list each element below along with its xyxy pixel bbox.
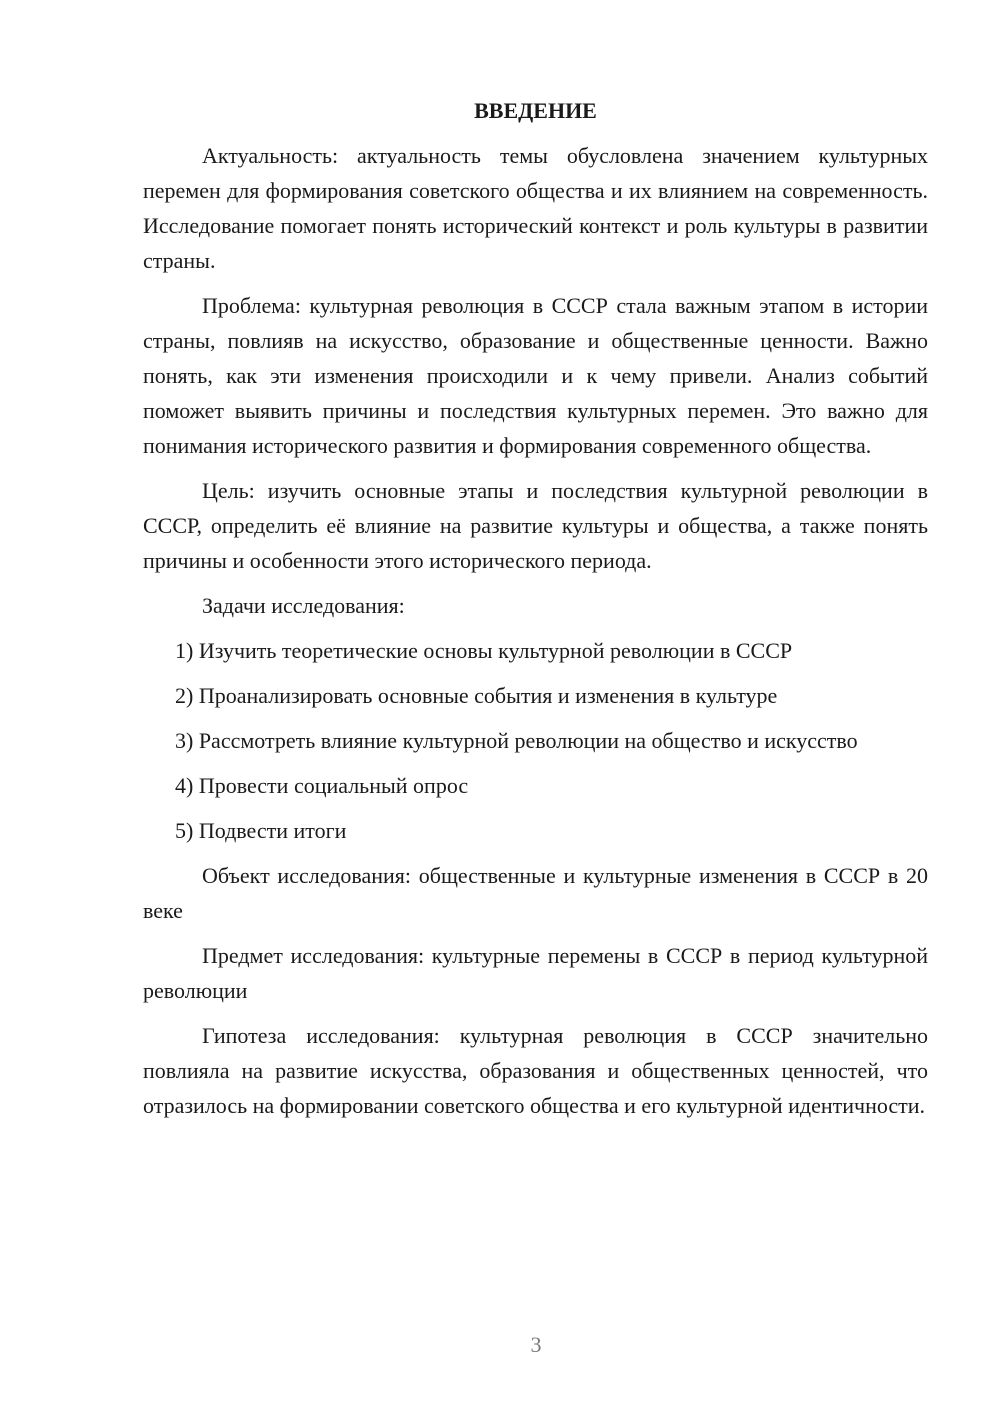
task-item-2: 2) Проанализировать основные события и изменения в культуре <box>175 683 778 708</box>
problem-paragraph: Проблема: культурная революция в СССР стала важным этапом в истории страны, повлияв на искусство, образование и общественные ценности. Важно понять, как эти изменения происходили и к чему привели. Анализ событий поможет выявить причины и последствия культурных перемен. Это важно для понимания исторического развития и формирования современного общества. <box>143 293 928 458</box>
task-item-4: 4) Провести социальный опрос <box>175 773 469 798</box>
page-content <box>143 93 928 1133</box>
relevance-paragraph: Актуальность: актуальность темы обусловлена значением культурных перемен для формирования советского общества и их влиянием на современность. Исследование помогает понять исторический контекст и роль культуры в развитии страны. <box>143 143 928 273</box>
research-subject-paragraph: Предмет исследования: культурные перемены в СССР в период культурной революции <box>143 943 928 1003</box>
task-item-5: 5) Подвести итоги <box>175 818 347 843</box>
research-hypothesis-paragraph: Гипотеза исследования: культурная революция в СССР значительно повлияла на развитие искусства, образования и общественных ценностей, что отразилось на формировании советского общества и его культурной идентичности. <box>143 1023 928 1118</box>
task-item-3: 3) Рассмотреть влияние культурной революции на общество и искусство <box>175 728 858 753</box>
task-item-1: 1) Изучить теоретические основы культурной революции в СССР <box>175 638 793 663</box>
page-title: ВВЕДЕНИЕ <box>474 98 597 123</box>
research-object-paragraph: Объект исследования: общественные и культурные изменения в СССР в 20 веке <box>143 863 928 923</box>
goal-paragraph: Цель: изучить основные этапы и последствия культурной революции в СССР, определить её влияние на развитие культуры и общества, а также понять причины и особенности этого исторического периода. <box>143 478 928 573</box>
page-number: 3 <box>530 1332 542 1357</box>
tasks-heading: Задачи исследования: <box>202 593 405 618</box>
